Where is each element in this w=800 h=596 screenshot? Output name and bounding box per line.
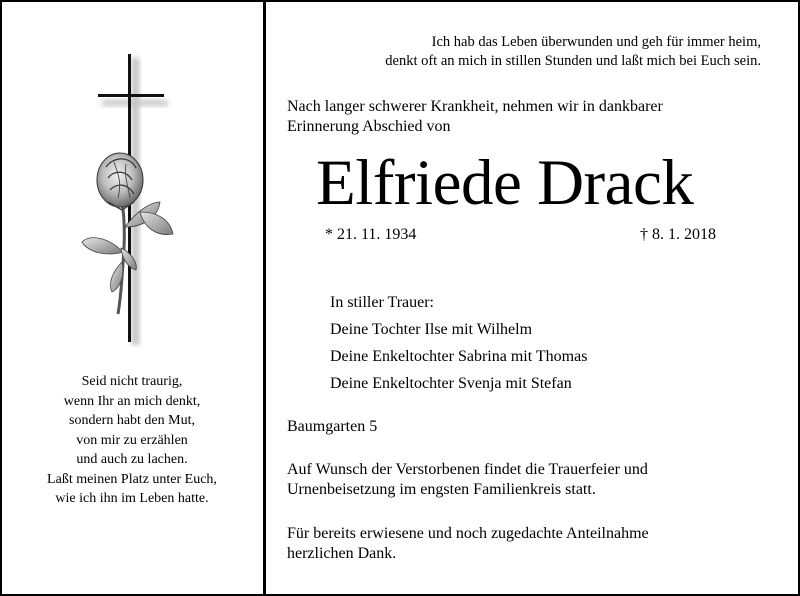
mourners-heading: In stiller Trauer: <box>330 294 434 311</box>
mourner-entry: Deine Enkeltochter Svenja mit Stefan <box>330 375 572 392</box>
notice-line: Urnenbeisetzung im engsten Familienkreis statt. <box>287 480 596 498</box>
address: Baumgarten 5 <box>287 418 378 435</box>
death-date: † 8. 1. 2018 <box>640 226 716 243</box>
funeral-notice <box>287 460 648 499</box>
motto-line: denkt oft an mich in stillen Stunden und laßt mich bei Euch sein. <box>385 53 761 69</box>
thanks-note <box>287 524 649 563</box>
mourners-list <box>330 289 587 397</box>
birth-date: * 21. 11. 1934 <box>325 226 417 243</box>
poem-line: und auch zu lachen. <box>76 452 188 467</box>
deceased-name: Elfriede Drack <box>316 147 694 219</box>
poem-line: Laßt meinen Platz unter Euch, <box>47 471 217 487</box>
intro-line: Erinnerung Abschied von <box>287 117 451 135</box>
poem-line: wenn Ihr an mich denkt, <box>63 393 201 409</box>
memorial-poem <box>22 372 242 509</box>
mourner-entry: Deine Tochter Ilse mit Wilhelm <box>330 321 533 338</box>
intro-text <box>287 97 663 136</box>
thanks-line: Für bereits erwiesene und noch zugedachte Anteilnahme <box>287 525 649 542</box>
cross-with-rose-icon <box>78 52 188 347</box>
panel-divider <box>263 0 266 596</box>
motto-line: Ich hab das Leben überwunden und geh für immer heim, <box>431 34 761 50</box>
notice-line: Auf Wunsch der Verstorbenen findet die Trauerfeier und <box>287 461 648 478</box>
motto-verse <box>385 33 761 71</box>
poem-line: von mir zu erzählen <box>76 432 188 448</box>
mourner-entry: Deine Enkeltochter Sabrina mit Thomas <box>330 348 588 365</box>
poem-line: Seid nicht traurig, <box>81 374 183 389</box>
intro-line: Nach langer schwerer Krankheit, nehmen wir in dankbarer <box>287 98 663 115</box>
poem-line: sondern habt den Mut, <box>69 413 195 428</box>
poem-line: wie ich ihn im Leben hatte. <box>55 491 209 506</box>
thanks-line: herzlichen Dank. <box>287 544 397 562</box>
